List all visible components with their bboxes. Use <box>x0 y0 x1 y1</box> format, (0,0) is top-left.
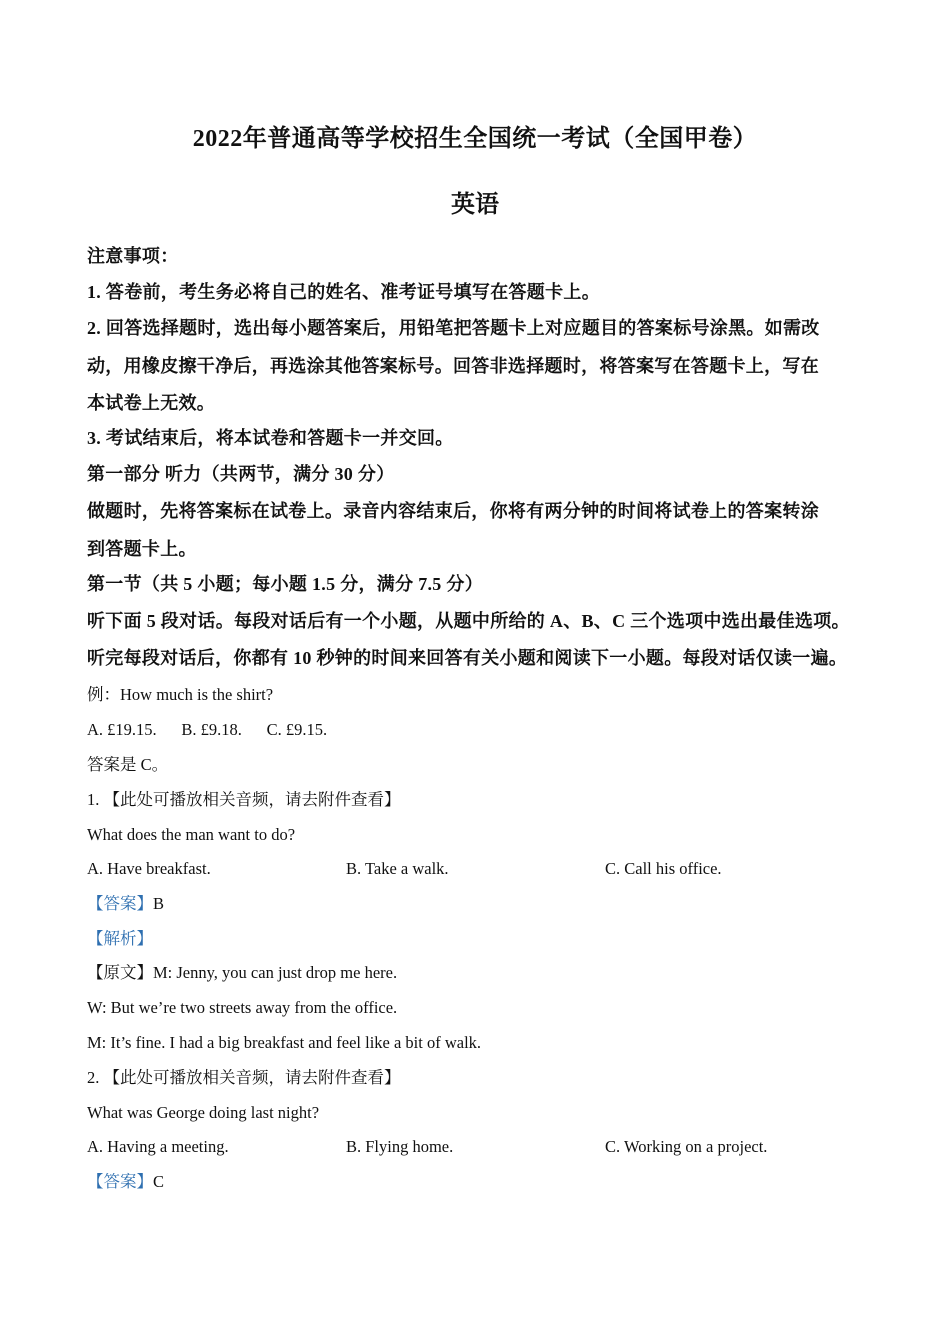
question-2-option-c: C. Working on a project. <box>605 1137 768 1156</box>
part1-heading: 第一部分 听力（共两节，满分 30 分） <box>87 464 395 484</box>
question-2-text: What was George doing last night? <box>87 1103 320 1122</box>
section1-instruction-line-2: 听完每段对话后，你都有 10 秒钟的时间来回答有关小题和阅读下一小题。每段对话仅读一遍。 <box>87 648 848 668</box>
answer-tag: 【答案】 <box>87 894 153 913</box>
example-options: A. £19.15. B. £9.18. C. £9.15. <box>87 720 328 739</box>
question-1-option-c: C. Call his office. <box>605 859 722 878</box>
part1-instruction-line-1: 做题时，先将答案标在试卷上。录音内容结束后，你将有两分钟的时间将试卷上的答案转涂 <box>87 501 819 521</box>
answer-value: B <box>153 894 165 913</box>
question-2-option-a: A. Having a meeting. <box>87 1137 229 1156</box>
question-1-transcript-line-1 <box>87 960 397 986</box>
transcript-tag: 【原文】 <box>87 963 153 982</box>
question-1-option-b: B. Take a walk. <box>346 859 449 878</box>
question-2-option-b: B. Flying home. <box>346 1137 454 1156</box>
section1-instruction-line-1: 听下面 5 段对话。每段对话后有一个小题，从题中所给的 A、B、C 三个选项中选出最佳选项。 <box>87 611 850 631</box>
example-question: 例：How much is the shirt? <box>87 685 274 704</box>
example-answer: 答案是 C。 <box>87 755 169 774</box>
question-1-options <box>87 856 887 882</box>
question-1-answer <box>87 891 164 917</box>
notice-item-3: 3. 考试结束后，将本试卷和答题卡一并交回。 <box>87 428 454 448</box>
subject-title: 英语 <box>451 192 499 218</box>
question-1-text: What does the man want to do? <box>87 825 296 844</box>
section1-heading: 第一节（共 5 小题；每小题 1.5 分，满分 7.5 分） <box>87 574 483 594</box>
transcript-text: M: Jenny, you can just drop me here. <box>153 963 398 982</box>
question-1-number: 1. 【此处可播放相关音频，请去附件查看】 <box>87 790 401 809</box>
question-1-analysis-tag: 【解析】 <box>87 929 153 948</box>
notice-item-2-line-2: 动，用橡皮擦干净后，再选涂其他答案标号。回答非选择题时，将答案写在答题卡上，写在 <box>87 356 819 376</box>
notice-item-1: 1. 答卷前，考生务必将自己的姓名、准考证号填写在答题卡上。 <box>87 282 600 302</box>
question-2-answer <box>87 1169 164 1195</box>
notice-item-2-line-3: 本试卷上无效。 <box>87 393 216 413</box>
question-2-number: 2. 【此处可播放相关音频，请去附件查看】 <box>87 1068 401 1087</box>
answer-tag: 【答案】 <box>87 1172 153 1191</box>
exam-title: 2022年普通高等学校招生全国统一考试（全国甲卷） <box>192 126 758 152</box>
question-1-option-a: A. Have breakfast. <box>87 859 211 878</box>
question-1-transcript-line-2: W: But we’re two streets away from the office. <box>87 998 398 1017</box>
part1-instruction-line-2: 到答题卡上。 <box>87 539 197 559</box>
question-2-options <box>87 1134 887 1160</box>
answer-value: C <box>153 1172 165 1191</box>
notice-item-2-line-1: 2. 回答选择题时，选出每小题答案后，用铅笔把答题卡上对应题目的答案标号涂黑。如需改 <box>87 318 820 338</box>
question-1-transcript-line-3: M: It’s fine. I had a big breakfast and feel like a bit of walk. <box>87 1033 482 1052</box>
notice-heading: 注意事项： <box>87 246 179 266</box>
